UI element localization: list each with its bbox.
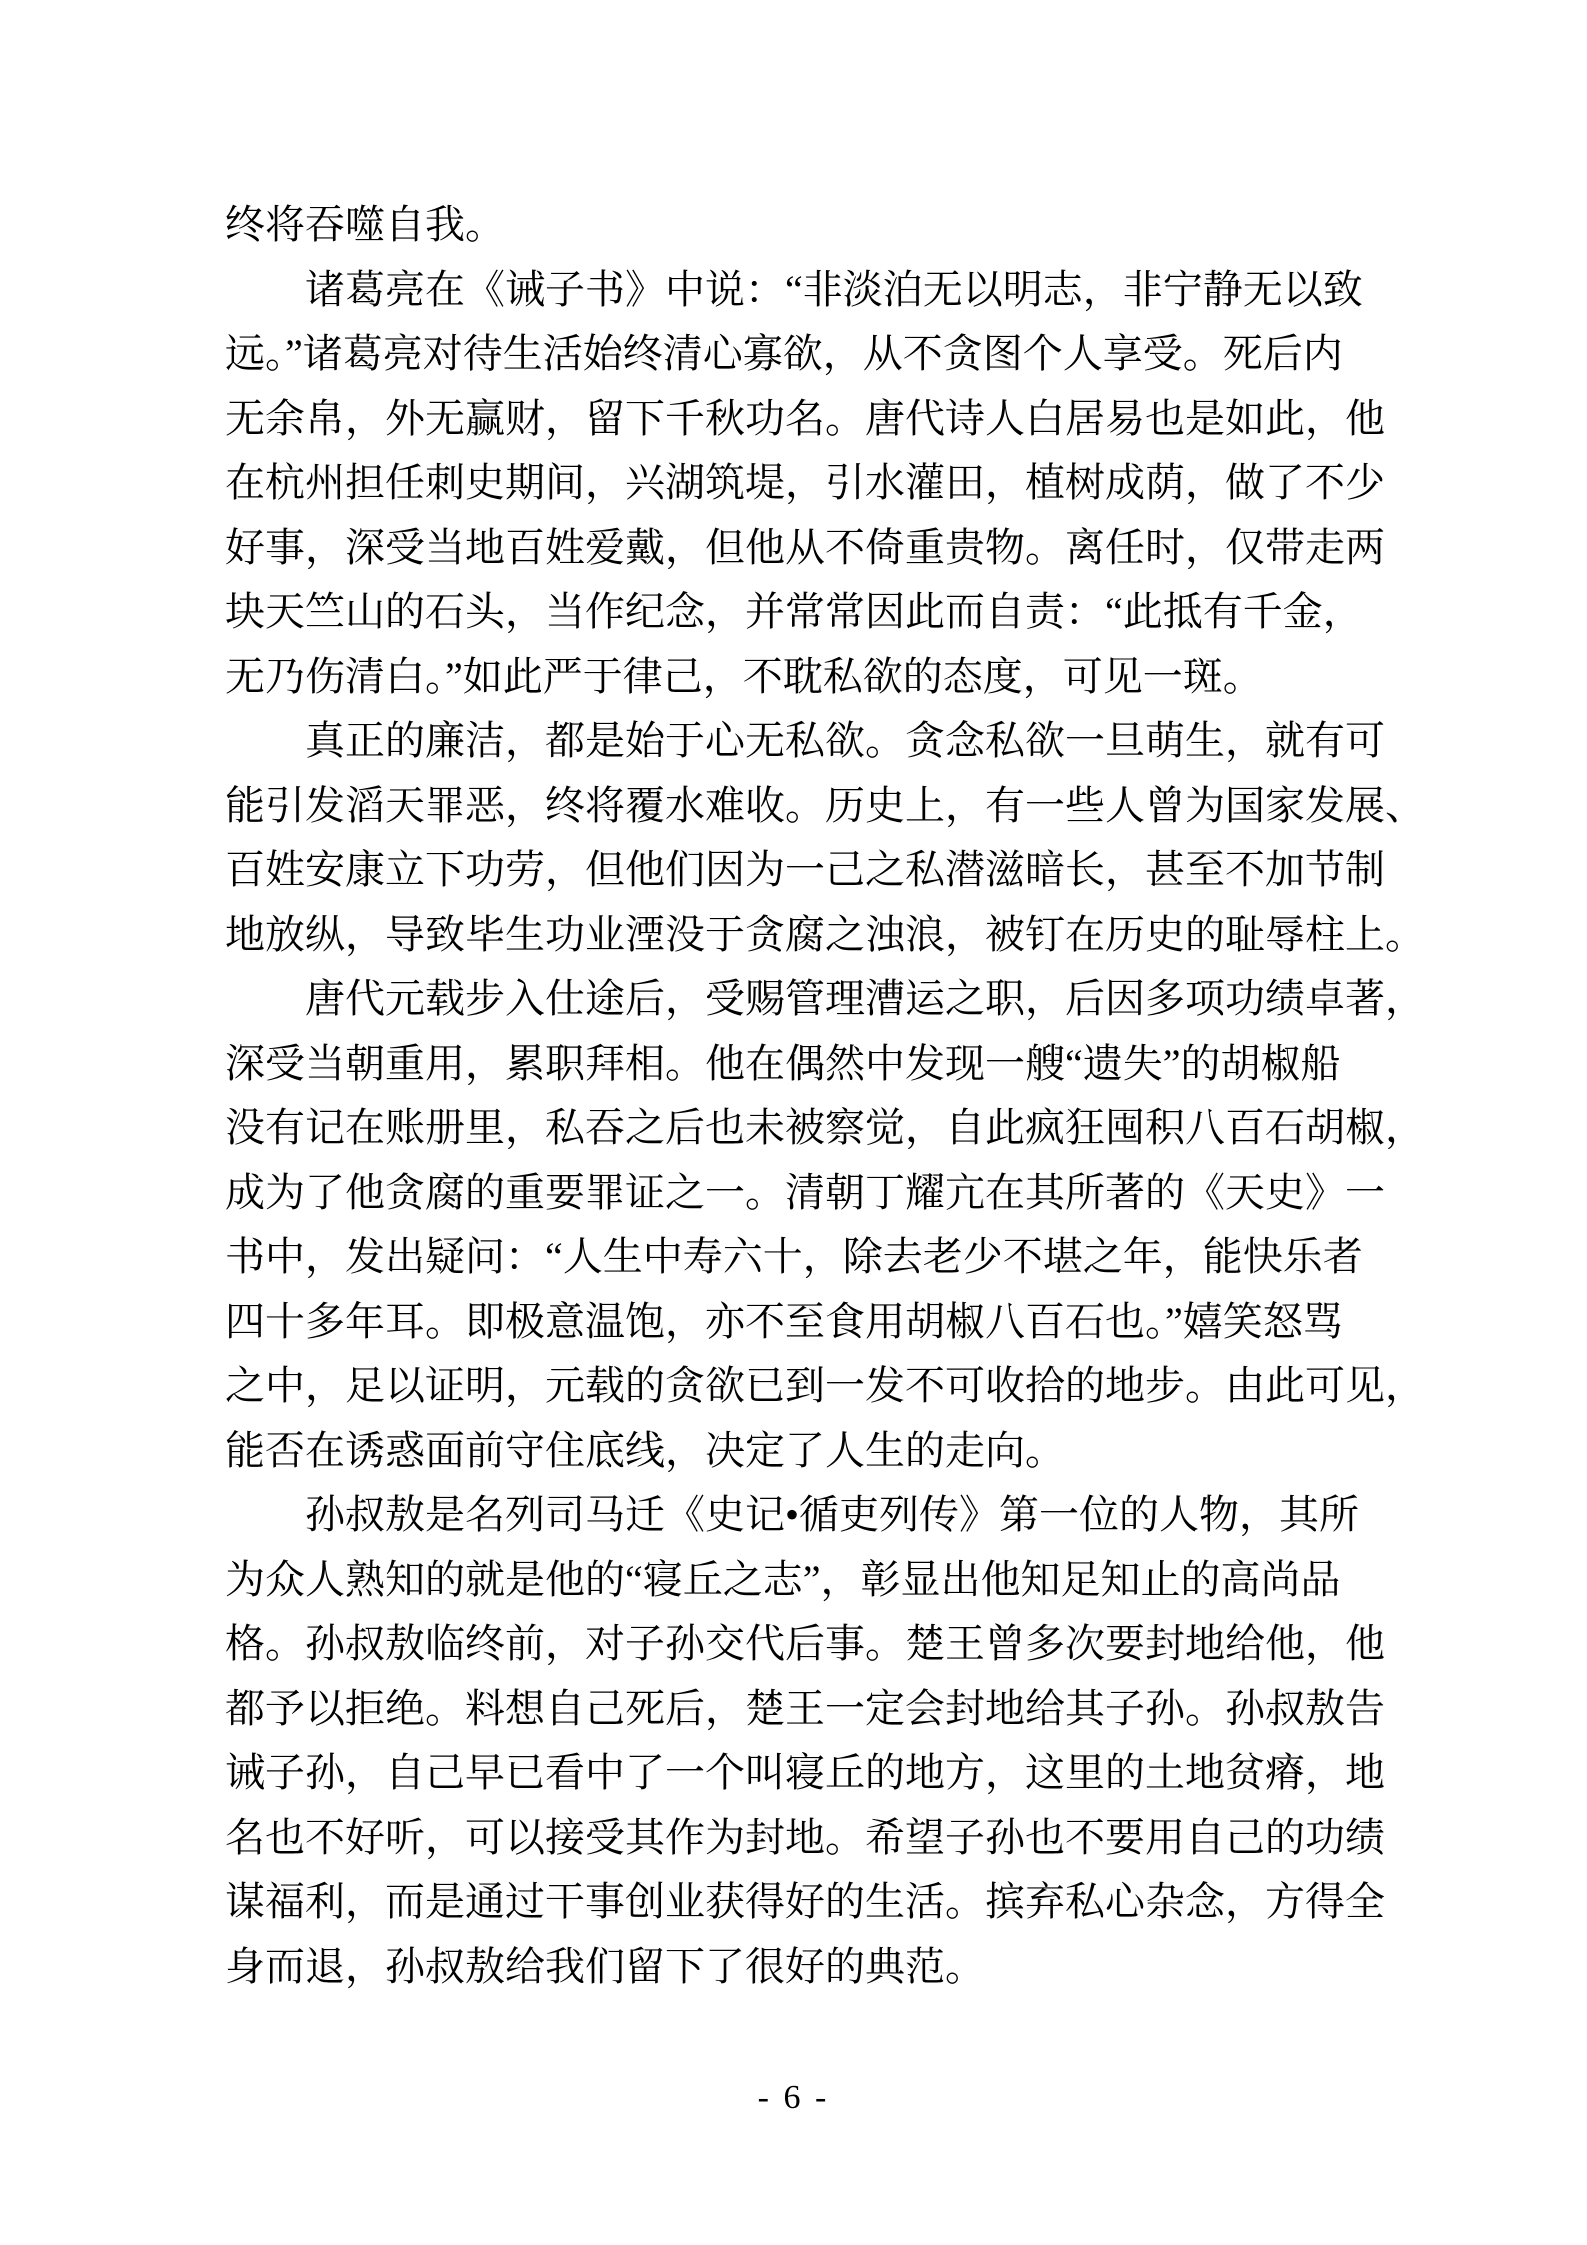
text-line: 成为了他贪腐的重要罪证之一。清朝丁耀亢在其所著的《天史》一 (225, 1169, 1385, 1215)
text-line: 无余帛，外无赢财，留下千秋功名。唐代诗人白居易也是如此，他 (225, 395, 1385, 441)
text-line: 诸葛亮在《诫子书》中说：“非淡泊无以明志，非宁静无以致 (305, 266, 1363, 312)
text-line: 格。孙叔敖临终前，对子孙交代后事。楚王曾多次要封地给他，他 (225, 1621, 1385, 1666)
text-line: 真正的廉洁，都是始于心无私欲。贪念私欲一旦萌生，就有可 (305, 718, 1385, 763)
text-line: 孙叔敖是名列司马迁《史记•循吏列传》第一位的人物，其所 (305, 1492, 1360, 1537)
page-number: - 6 - (757, 2079, 830, 2116)
text-line: 终将吞噬自我。 (225, 202, 505, 247)
text-line: 百姓安康立下功劳，但他们因为一己之私潜滋暗长，甚至不加节制 (225, 847, 1385, 892)
text-line: 名也不好听，可以接受其作为封地。希望子孙也不要用自己的功绩 (225, 1814, 1385, 1860)
text-line: 书中，发出疑问：“人生中寿六十，除去老少不堪之年，能快乐者 (225, 1234, 1363, 1279)
text-line: 无乃伤清白。”如此严于律己，不耽私欲的态度，可见一斑。 (225, 653, 1263, 699)
text-line: 诫子孙，自己早已看中了一个叫寝丘的地方，这里的土地贫瘠，地 (225, 1750, 1385, 1795)
text-line: 之中，足以证明，元载的贪欲已到一发不可收拾的地步。由此可见， (225, 1363, 1425, 1408)
text-line: 好事，深受当地百姓爱戴，但他从不倚重贵物。离任时，仅带走两 (225, 524, 1385, 570)
text-line: 远。”诸葛亮对待生活始终清心寡欲，从不贪图个人享受。死后内 (225, 331, 1343, 376)
text-line: 谋福利，而是通过干事创业获得好的生活。摈弃私心杂念，方得全 (225, 1879, 1385, 1924)
text-line: 四十多年耳。即极意温饱，亦不至食用胡椒八百石也。”嬉笑怒骂 (225, 1298, 1343, 1344)
text-line: 为众人熟知的就是他的“寝丘之志”，彰显出他知足知止的高尚品 (225, 1556, 1341, 1602)
text-line: 身而退，孙叔敖给我们留下了很好的典范。 (225, 1943, 985, 1989)
body-text (225, 193, 1455, 1999)
text-line: 能否在诱惑面前守住底线，决定了人生的走向。 (225, 1427, 1065, 1473)
text-line: 块天竺山的石头，当作纪念，并常常因此而自责：“此抵有千金， (225, 589, 1363, 634)
text-line: 都予以拒绝。料想自己死后，楚王一定会封地给其子孙。孙叔敖告 (225, 1685, 1385, 1731)
text-line: 没有记在账册里，私吞之后也未被察觉，自此疯狂囤积八百石胡椒， (225, 1105, 1425, 1150)
text-line: 在杭州担任刺史期间，兴湖筑堤，引水灌田，植树成荫，做了不少 (225, 460, 1385, 505)
text-line: 唐代元载步入仕途后，受赐管理漕运之职，后因多项功绩卓著， (305, 976, 1425, 1021)
text-line: 能引发滔天罪恶，终将覆水难收。历史上，有一些人曾为国家发展、 (225, 782, 1425, 828)
text-line: 地放纵，导致毕生功业湮没于贪腐之浊浪，被钉在历史的耻辱柱上。 (225, 911, 1425, 957)
text-line: 深受当朝重用，累职拜相。他在偶然中发现一艘“遗失”的胡椒船 (225, 1040, 1341, 1086)
